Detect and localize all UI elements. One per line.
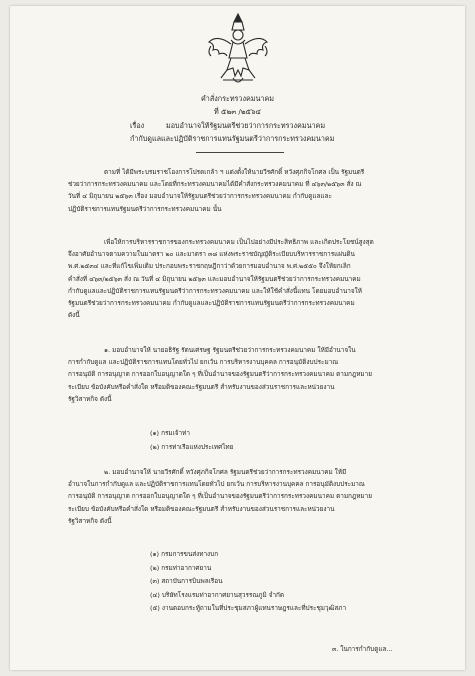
text-line: พ.ศ.๒๕๓๔ และที่แก้ไขเพิ่มเติม ประกอบพระราชกฤษฎีกาว่าด้วยการมอบอำนาจ พ.ศ.๒๕๕๐ จึงให้ยกเลิก	[68, 262, 351, 271]
subject-line-1: มอบอำนาจให้รัฐมนตรีช่วยว่าการกระทรวงคมนาคม	[166, 121, 326, 130]
text-line: ๑. มอบอำนาจให้ นายอธิรัฐ รัตนเศรษฐ รัฐมนตรีช่วยว่าการกระทรวงคมนาคม ให้มีอำนาจใน	[104, 346, 356, 354]
text-line: จึงอาศัยอำนาจตามความในมาตรา ๒๐ และมาตรา ๓๘ แห่งพระราชบัญญัติระเบียบบริหารราชการแผ่นดิน	[68, 250, 355, 259]
text-line: รัฐมนตรีช่วยว่าการกระทรวงคมนาคม กำกับดูแลและปฏิบัติราชการแทนรัฐมนตรีว่าการกระทรวงคมนาคม	[68, 298, 355, 307]
list-item: (๕) งานตอบกระทู้ถามในที่ประชุมสภาผู้แทนราษฎรและที่ประชุมวุฒิสภา	[150, 604, 347, 613]
list-item: (๒) การท่าเรือแห่งประเทศไทย	[150, 442, 234, 451]
text-line: อำนาจในการกำกับดูแล และปฏิบัติราชการแทนโดยทั่วไป ยกเว้น การบริหารงานบุคคล การอนุมัติงบประมาณ	[68, 480, 365, 489]
text-line: ช่วยว่าการกระทรวงคมนาคม และโดยที่กระทรวงคมนาคมได้มีคำสั่งกระทรวงคมนาคม ที่ ๔๖๓/๒๕๖๓ สั่ง ณ	[68, 180, 362, 189]
text-line: การอนุมัติ การอนุญาต การออกใบอนุญาตใด ๆ ที่เป็นอำนาจของรัฐมนตรีว่าการกระทรวงคมนาคม ตามกฎหมาย	[68, 370, 372, 379]
text-line: วันที่ ๔ มิถุนายน ๒๕๖๓ เรื่อง มอบอำนาจให้รัฐมนตรีช่วยว่าการกระทรวงคมนาคม กำกับดูแลและ	[68, 192, 332, 201]
document-page	[10, 6, 465, 670]
text-line: การอนุมัติ การอนุญาต การออกใบอนุญาตใด ๆ ที่เป็นอำนาจของรัฐมนตรีว่าการกระทรวงคมนาคม ตามกฎหมาย	[68, 492, 372, 501]
text-line: รัฐวิสาหกิจ ดังนี้	[68, 394, 112, 403]
text-line: ดังนี้	[68, 311, 80, 320]
list-item: (๓) สถาบันการบินพลเรือน	[150, 577, 223, 586]
text-line: คำสั่งที่ ๔๖๓/๒๕๖๓ สั่ง ณ วันที่ ๔ มิถุนายน ๒๕๖๓ และมอบอำนาจให้รัฐมนตรีช่วยว่าการกระทรวงคมนาคม	[68, 274, 361, 283]
list-item: (๑) กรมการขนส่งทางบก	[150, 550, 219, 558]
text-line: ๒. มอบอำนาจให้ นายวีรศักดิ์ หวังศุภกิจโกศล รัฐมนตรีช่วยว่าการกระทรวงคมนาคม ให้มี	[104, 468, 347, 476]
garuda-emblem-icon	[203, 8, 273, 90]
text-line: การกำกับดูแล และปฏิบัติราชการแทนโดยทั่วไป ยกเว้น การบริหารงานบุคคล การอนุมัติงบประมาณ	[68, 358, 339, 367]
subject-label: เรื่อง	[130, 121, 145, 130]
continuation-note: ๓. ในการกำกับดูแล...	[332, 645, 393, 653]
text-line: รัฐวิสาหกิจ ดังนี้	[68, 516, 112, 525]
agency-list-1	[150, 427, 233, 454]
paragraph-preamble	[68, 166, 416, 215]
document-title: คำสั่งกระทรวงคมนาคม	[201, 94, 274, 103]
subject-line-2: กำกับดูแลและปฏิบัติราชการแทนรัฐมนตรีว่าการกระทรวงคมนาคม	[130, 134, 335, 143]
list-item: (๑) กรมเจ้าท่า	[150, 429, 190, 437]
paragraph-authority	[68, 236, 416, 321]
header-divider	[196, 152, 284, 153]
text-line: กำกับดูแลและปฏิบัติราชการแทนรัฐมนตรีว่าการกระทรวงคมนาคม และให้ใช้คำสั่งนี้แทน โดยมอบอำนาจให้	[68, 286, 362, 295]
document-number: ที่ ๕๒๓ /๒๕๖๔	[214, 107, 261, 116]
text-line: ตามที่ ได้มีพระบรมราชโองการโปรดเกล้า ฯ แต่งตั้งให้นายวีรศักดิ์ หวังศุภกิจโกศล เป็น รัฐมนตรี	[104, 168, 365, 176]
text-line: ระเบียบ ข้อบังคับหรือคำสั่งใด หรือมติของคณะรัฐมนตรี สำหรับงานของส่วนราชการและหน่วยงาน	[68, 504, 335, 513]
paragraph-clause-1	[68, 344, 416, 405]
list-item: (๒) กรมท่าอากาศยาน	[150, 563, 212, 572]
text-line: เพื่อให้การบริหารราชการของกระทรวงคมนาคม เป็นไปอย่างมีประสิทธิภาพ และเกิดประโยชน์สูงสุด	[104, 238, 374, 246]
list-item: (๔) บริษัทโรงแรมท่าอากาศยานสุวรรณภูมิ จำกัด	[150, 590, 285, 599]
text-line: ระเบียบ ข้อบังคับหรือคำสั่งใด หรือมติของคณะรัฐมนตรี สำหรับงานของส่วนราชการและหน่วยงาน	[68, 382, 335, 391]
agency-list-2	[150, 548, 346, 616]
paragraph-clause-2	[68, 466, 416, 527]
text-line: ปฏิบัติราชการแทนรัฐมนตรีว่าการกระทรวงคมนาคม นั้น	[68, 204, 222, 213]
